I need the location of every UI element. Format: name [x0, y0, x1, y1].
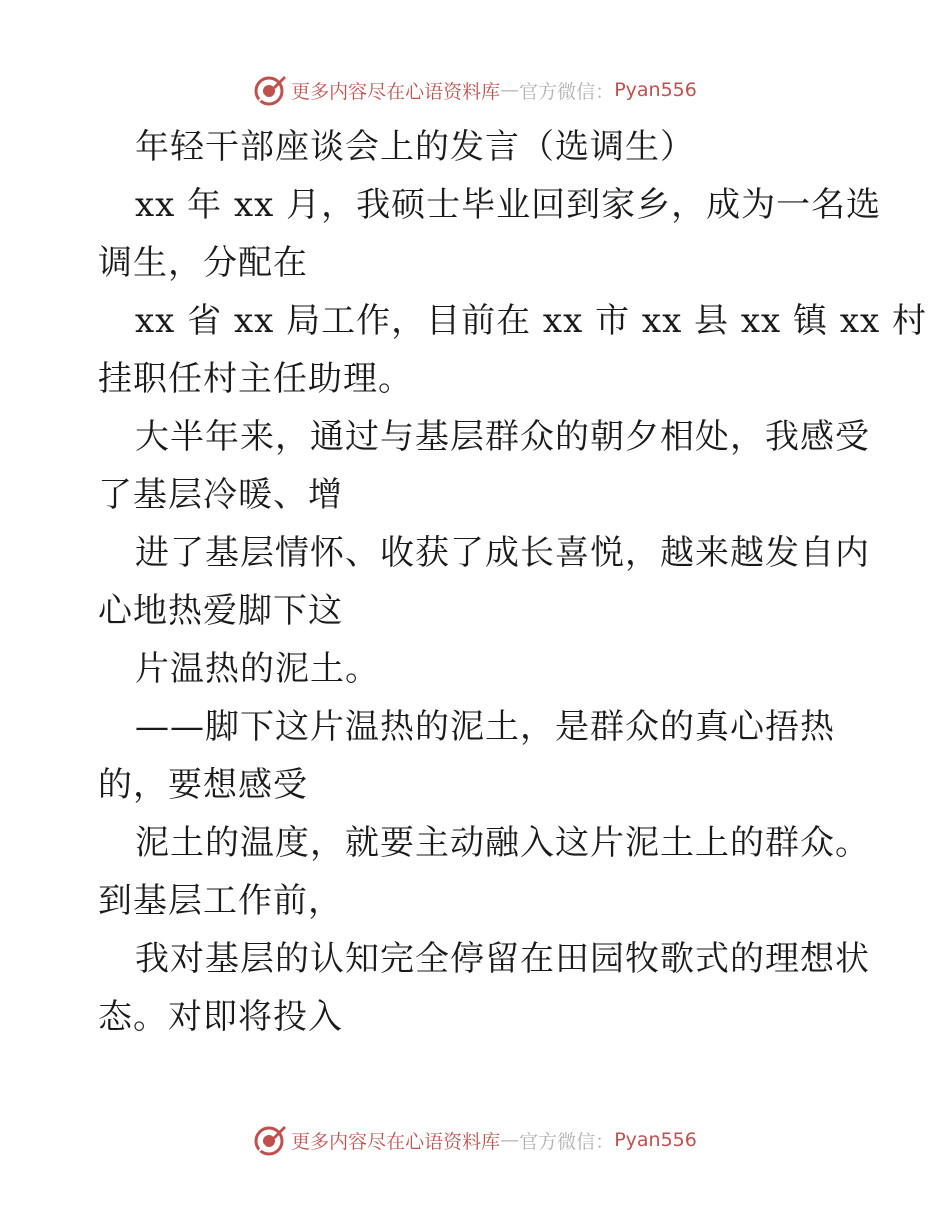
paragraph-line: 心地热爱脚下这 [98, 591, 343, 631]
paragraph-line: 的，要想感受 [98, 765, 308, 805]
paragraph-line: 了基层冷暖、增 [98, 475, 343, 515]
watermark-footer [0, 1122, 950, 1158]
watermark-side-text: 官方微信： [519, 1130, 615, 1153]
pen-logo-icon [253, 73, 287, 107]
paragraph-line: 调生，分配在 [98, 243, 308, 283]
watermark-id: Pyan556 [614, 79, 697, 101]
paragraph-line: 大半年来，通过与基层群众的朝夕相处，我感受 [135, 417, 870, 457]
watermark-dash: — [500, 1129, 520, 1151]
paragraph-line: xx 年 xx 月，我硕士毕业回到家乡，成为一名选 [135, 185, 882, 225]
paragraph-line: 泥土的温度，就要主动融入这片泥土上的群众。 [135, 823, 870, 863]
watermark-header [0, 72, 950, 108]
paragraph-line: 片温热的泥土。 [135, 649, 380, 689]
paragraph-line: 到基层工作前， [98, 881, 343, 921]
paragraph-line: 挂职任村主任助理。 [98, 359, 413, 399]
document-body [98, 118, 927, 1046]
watermark-side-text: 官方微信： [519, 80, 615, 103]
paragraph-line: xx 省 xx 局工作，目前在 xx 市 xx 县 xx 镇 xx 村 [135, 301, 927, 341]
watermark-id: Pyan556 [614, 1129, 697, 1151]
watermark-main-text: 更多内容尽在心语资料库 [291, 80, 501, 103]
watermark-main-text: 更多内容尽在心语资料库 [291, 1130, 501, 1153]
watermark-dash: — [500, 79, 520, 101]
paragraph-line: 我对基层的认知完全停留在田园牧歌式的理想状 [135, 939, 870, 979]
paragraph-line: 态。对即将投入 [98, 997, 343, 1037]
pen-logo-icon [253, 1123, 287, 1157]
paragraph-line: 进了基层情怀、收获了成长喜悦，越来越发自内 [135, 533, 870, 573]
paragraph-line: ——脚下这片温热的泥土，是群众的真心捂热 [135, 707, 835, 747]
document-title: 年轻干部座谈会上的发言（选调生） [135, 127, 695, 167]
